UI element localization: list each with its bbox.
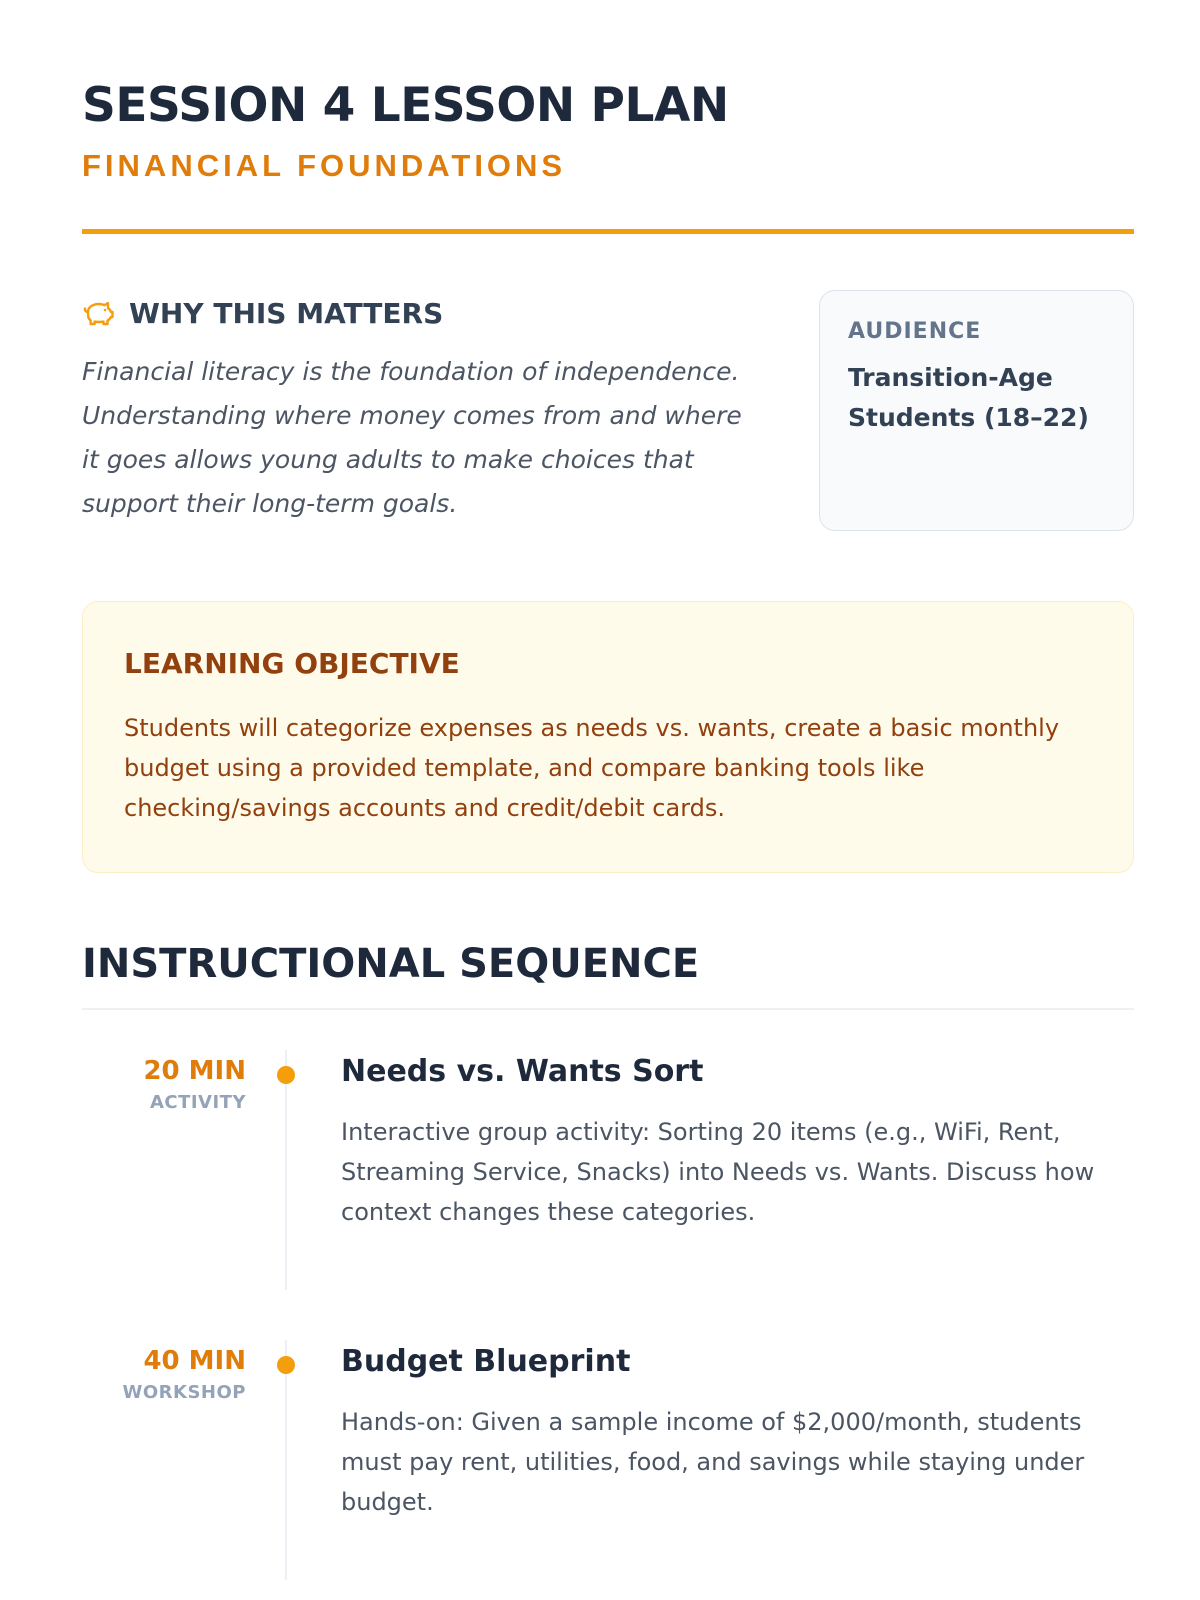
step-content	[341, 1050, 1134, 1232]
step-type: WORKSHOP	[122, 1382, 246, 1403]
timeline-line	[285, 1340, 287, 1580]
header-divider	[82, 229, 1134, 234]
timeline-dot	[277, 1356, 295, 1374]
step-description: Interactive group activity: Sorting 20 items (e.g., WiFi, Rent, Streaming Service, Snacks) into Needs vs. Wants. Discuss how context changes these categories.	[341, 1118, 1095, 1226]
step-meta	[46, 1346, 246, 1403]
why-header	[82, 293, 762, 333]
step-title: Needs vs. Wants Sort	[341, 1054, 704, 1089]
timeline-line	[285, 1050, 287, 1290]
why-this-matters-section	[82, 293, 762, 526]
learning-objective-card	[82, 601, 1134, 873]
timeline-dot	[277, 1066, 295, 1084]
step-title: Budget Blueprint	[341, 1344, 631, 1379]
audience-card	[819, 290, 1134, 531]
piggy-bank-icon	[82, 298, 114, 328]
sequence-divider	[82, 1008, 1134, 1010]
step-meta	[46, 1056, 246, 1113]
audience-value: Transition-Age Students (18–22)	[848, 363, 1089, 432]
page-title: SESSION 4 LESSON PLAN	[82, 78, 729, 133]
objective-text: Students will categorize expenses as needs vs. wants, create a basic monthly budget using a provided template, and compare banking tools like checking/savings accounts and credit/debit cards.	[124, 714, 1060, 822]
step-duration: 20 MIN	[143, 1056, 246, 1086]
step-content	[341, 1340, 1134, 1522]
objective-title: LEARNING OBJECTIVE	[124, 647, 460, 680]
step-description: Hands-on: Given a sample income of $2,000/month, students must pay rent, utilities, food, and savings while staying under budget.	[341, 1408, 1085, 1516]
sequence-title: INSTRUCTIONAL SEQUENCE	[82, 941, 700, 987]
why-text: Financial literacy is the foundation of independence. Understanding where money comes from and where it goes allows young adults to make choices that support their long-term goals.	[82, 357, 742, 518]
step-duration: 40 MIN	[143, 1346, 246, 1376]
step-type: ACTIVITY	[149, 1092, 246, 1113]
audience-label: AUDIENCE	[848, 319, 982, 344]
why-title: WHY THIS MATTERS	[129, 296, 444, 330]
page-subtitle: FINANCIAL FOUNDATIONS	[82, 148, 567, 183]
